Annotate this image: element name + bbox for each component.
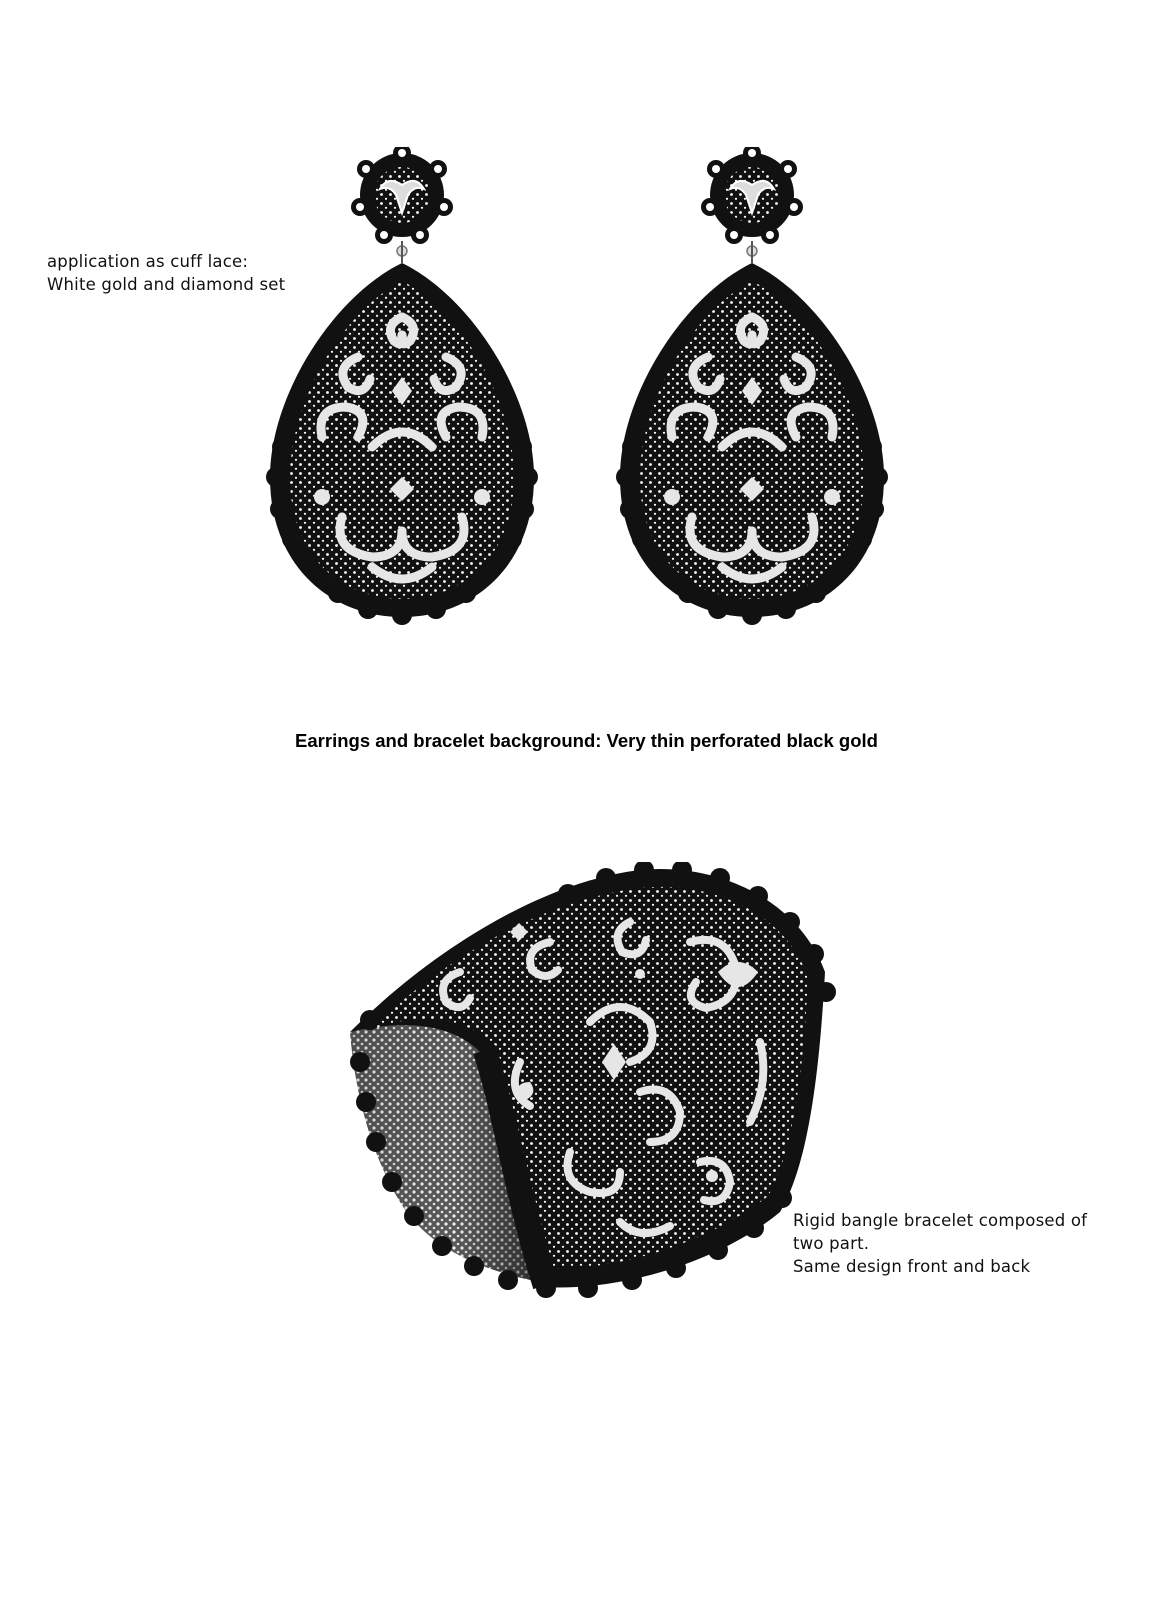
cuff-lace-note-line-1: application as cuff lace: — [47, 252, 249, 271]
cuff-lace-note-line-2: White gold and diamond set — [47, 275, 286, 294]
earring-right-illustration — [612, 147, 892, 627]
bangle-note-line-2: two part. — [793, 1234, 870, 1253]
lace-bangle-bracelet-icon — [350, 862, 836, 1298]
bangle-note-line-3: Same design front and back — [793, 1257, 1031, 1276]
earring-left-illustration — [262, 147, 542, 627]
material-caption: Earrings and bracelet background: Very thin perforated black gold — [295, 730, 878, 751]
bracelet-illustration — [340, 862, 840, 1302]
bangle-note-line-1: Rigid bangle bracelet composed of — [793, 1211, 1088, 1230]
lace-teardrop-earring-icon — [266, 147, 538, 625]
bangle-note — [793, 1209, 1133, 1278]
lace-teardrop-earring-icon — [616, 147, 888, 625]
